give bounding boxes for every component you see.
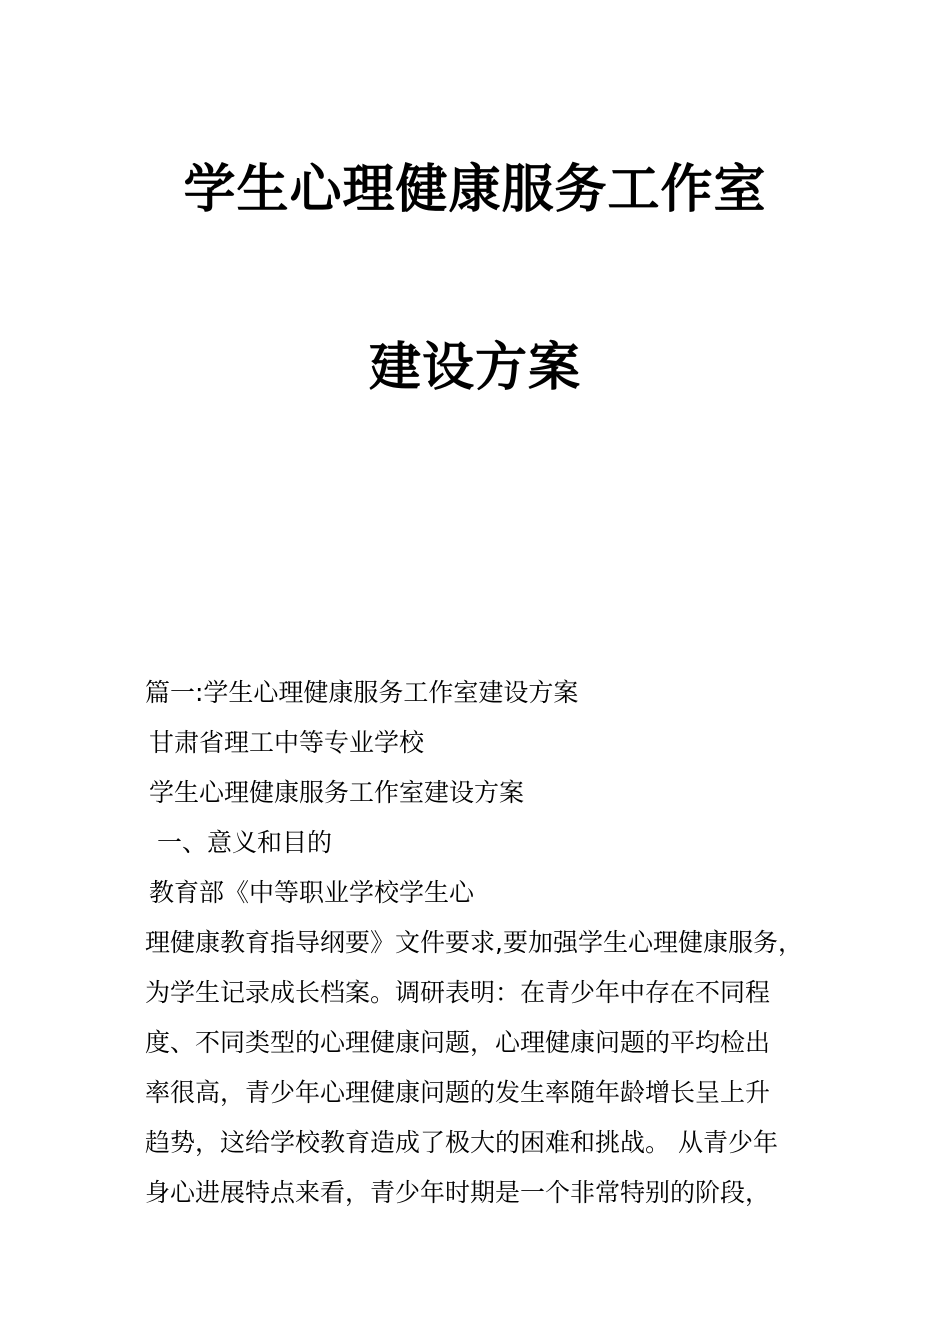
paragraph-line: 身心进展特点来看，青少年时期是一个非常特别的阶段， xyxy=(145,1178,771,1207)
subsection-heading: 一、意义和目的 xyxy=(157,828,333,857)
paragraph-line: 理健康教育指导纲要》文件要求,要加强学生心理健康服务， xyxy=(145,928,803,957)
document-title-line-2: 建设方案 xyxy=(368,337,581,398)
paragraph-line: 为学生记录成长档案。调研表明：在青少年中存在不同程 xyxy=(145,978,771,1007)
paragraph-line: 率很高，青少年心理健康问题的发生率随年龄增长呈上升 xyxy=(145,1078,771,1107)
plan-title: 学生心理健康服务工作室建设方案 xyxy=(149,778,525,807)
document-body xyxy=(145,668,845,1218)
paragraph-line: 趋势，这给学校教育造成了极大的困难和挑战。 从青少年 xyxy=(145,1128,778,1157)
school-name: 甘肃省理工中等专业学校 xyxy=(149,728,425,757)
document-title-line-1: 学生心理健康服务工作室 xyxy=(183,159,767,220)
section-heading: 篇一:学生心理健康服务工作室建设方案 xyxy=(145,678,579,707)
paragraph-line: 教育部《中等职业学校学生心 xyxy=(149,878,475,907)
paragraph-line: 度、不同类型的心理健康问题，心理健康问题的平均检出 xyxy=(145,1028,771,1057)
